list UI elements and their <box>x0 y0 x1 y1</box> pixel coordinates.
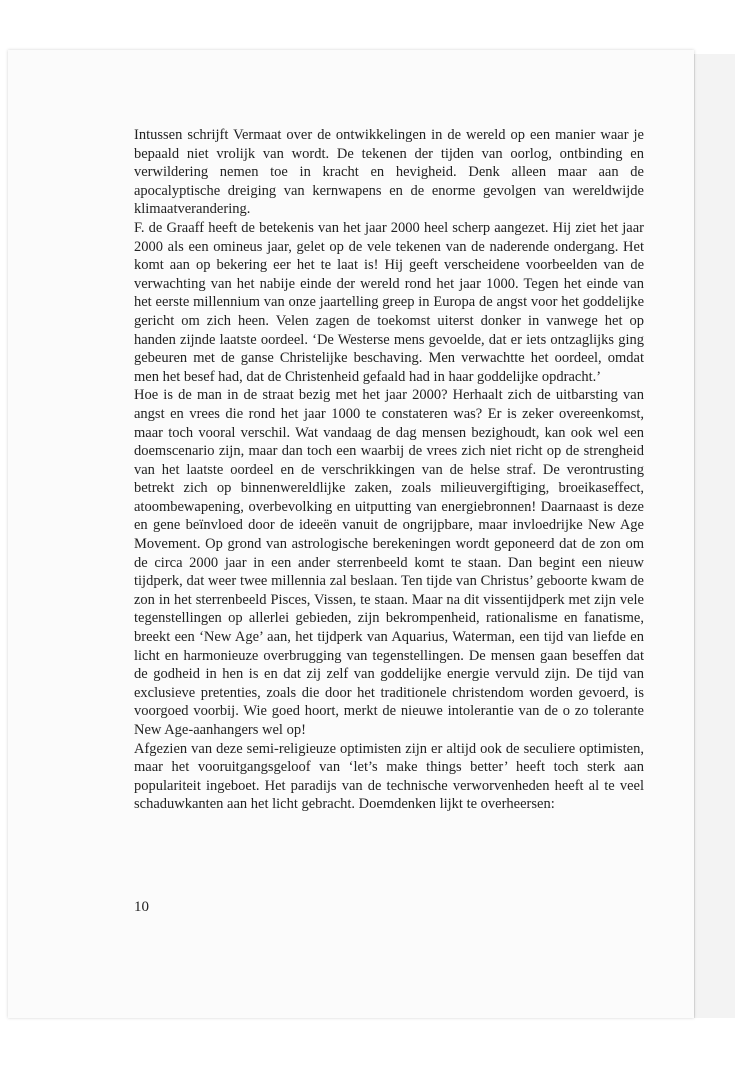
paragraph-4: Afgezien van deze semi-religieuze optimisten zijn er altijd ook de seculiere optimisten, maar het vooruitgangsgeloof van ‘let’s make things better’ heeft toch sterk aan populariteit ingeboet. Het paradijs van de technische verworvenheden heeft al te veel schaduwkanten aan het licht gebracht. Doemdenken lijkt te overheersen: <box>134 740 644 813</box>
page-edge <box>694 54 735 1018</box>
paragraph-3: Hoe is de man in de straat bezig met het jaar 2000? Herhaalt zich de uitbarsting van angst en vrees die rond het jaar 1000 te constateren was? Er is zeker overeenkomst, maar toch vooral verschil. Wat vandaag de dag mensen bezighoudt, kan ook wel een doemscenario zijn, maar dan toch een waarbij de vrees zich niet richt op de strengheid van het laatste oordeel en de verschrikkingen van de helse straf. De verontrusting betrekt zich op binnenwereldlijke zaken, zoals milieuvergiftiging, broeikaseffect, atoombewapening, overbevolking en uitputting van energiebronnen! Daarnaast is deze en gene beïnvloed door de ideeën vanuit de ongrijpbare, maar invloedrijke New Age Movement. Op grond van astrologische berekeningen wordt geponeerd dat de zon om de circa 2000 jaar in een ander sterrenbeeld komt te staan. Dan begint een nieuw tijdperk, dat weer twee millennia zal beslaan. Ten tijde van Christus’ geboorte kwam de zon in het sterrenbeeld Pisces, Vissen, te staan. Maar na dit vissentijdperk met zijn vele tegenstellingen op allerlei gebieden, zijn bekrompenheid, rationalisme en fanatisme, breekt een ‘New Age’ aan, het tijdperk van Aquarius, Waterman, een tijd van liefde en licht en harmonieuze overbrugging van tegenstellingen. De mensen gaan beseffen dat de godheid in hen is en dat zij zelf van goddelijke energie vervuld zijn. De tijd van exclusieve pretenties, zoals die door het traditionele christendom worden gevoerd, is voorgoed voorbij. Wie goed hoort, merkt de nieuwe intolerantie van de o zo tolerante New Age-aanhangers wel op! <box>134 387 644 738</box>
page-number: 10 <box>134 899 149 915</box>
paragraph-2: F. de Graaff heeft de betekenis van het jaar 2000 heel scherp aangezet. Hij ziet het jaar 2000 als een omineus jaar, gelet op de vele tekenen van de naderende ondergang. Het komt aan op bekering eer het te laat is! Hij geeft verscheidene voorbeelden van de verwachting van het nabije einde der wereld rond het jaar 1000. Tegen het einde van het eerste millennium van onze jaartelling greep in Europa de angst voor het goddelijke gericht om zich heen. Velen zagen de toekomst uiterst donker in vanwege het op handen zijnde laatste oordeel. ‘De Westerse mens gevoelde, dat er iets ontzaglijks ging gebeuren met de ganse Christelijke beschaving. Men verwachtte het oordeel, omdat men het besef had, dat de Christenheid gefaald had in haar goddelijke opdracht.’ <box>134 219 644 385</box>
body-text <box>134 126 644 814</box>
paragraph-1: Intussen schrijft Vermaat over de ontwikkelingen in de wereld op een manier waar je bepaald niet vrolijk van wordt. De tekenen der tijden van oorlog, ontbinding en verwildering nemen toe in kracht en hevigheid. Denk alleen maar aan de apocalyptische dreiging van kernwapens en de enorme gevolgen van wereldwijde klimaatverandering. <box>134 127 644 218</box>
